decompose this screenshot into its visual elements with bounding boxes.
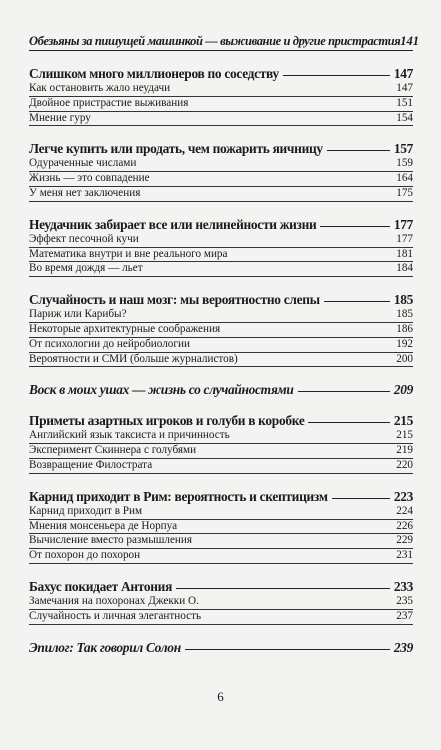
section-page-number: 159 <box>396 157 413 170</box>
section-page-number: 229 <box>396 534 413 547</box>
section-entry <box>29 172 413 187</box>
chapter-heading <box>29 381 413 398</box>
section-title: Вероятности и СМИ (больше журналистов) <box>29 352 238 365</box>
section-title: Английский язык таксиста и причинность <box>29 429 230 442</box>
section-title: Вычисление вместо размышления <box>29 534 193 547</box>
chapter-entry <box>29 291 413 367</box>
section-page-number: 224 <box>396 504 413 517</box>
section-title: Париж или Карибы? <box>29 308 127 321</box>
section-title: Замечания на похоронах Джекки О. <box>29 594 199 607</box>
chapter-page-number: 157 <box>393 141 413 157</box>
section-entry <box>29 534 413 549</box>
leader-line <box>324 301 390 302</box>
chapter-page-number: 177 <box>393 216 413 232</box>
chapter-page-number: 239 <box>393 639 413 655</box>
section-page-number: 147 <box>396 82 413 94</box>
section-page-number: 200 <box>396 352 413 365</box>
leader-line <box>176 588 390 589</box>
chapter-heading <box>29 65 413 82</box>
section-title: Мнения монсеньера де Норпуа <box>29 519 178 532</box>
section-page-number: 219 <box>396 444 413 457</box>
section-entry <box>29 187 413 202</box>
chapter-title: Карнид приходит в Рим: вероятность и скептицизм <box>29 488 328 504</box>
section-entry <box>29 549 413 564</box>
chapter-entry <box>29 639 413 656</box>
section-page-number: 164 <box>396 172 413 185</box>
section-page-number: 235 <box>396 594 413 607</box>
section-page-number: 184 <box>396 262 413 275</box>
section-title: Жизнь — это совпадение <box>29 172 150 185</box>
chapter-page-number: 233 <box>393 578 413 594</box>
section-entry <box>29 610 413 625</box>
leader-line <box>327 150 390 151</box>
chapter-heading <box>29 140 413 157</box>
section-entry <box>29 157 413 172</box>
section-entry <box>29 82 413 97</box>
section-title: Двойное пристрастие выживания <box>29 96 189 109</box>
part-heading <box>29 34 420 51</box>
section-title: Возвращение Филострата <box>29 458 153 471</box>
section-title: Как остановить жало неудачи <box>29 82 171 94</box>
part-title: Обезьяны за пишущей машинкой — выживание и другие пристрастия <box>29 34 401 48</box>
chapter-entry <box>29 65 413 126</box>
chapter-heading <box>29 578 413 595</box>
chapter-title: Легче купить или продать, чем пожарить яичницу <box>29 141 323 157</box>
section-entry <box>29 233 413 248</box>
section-entry <box>29 262 413 277</box>
chapter-title: Случайность и наш мозг: мы вероятностно слепы <box>29 292 320 308</box>
chapter-heading <box>29 639 413 656</box>
section-entry <box>29 248 413 263</box>
table-of-contents <box>29 34 420 670</box>
section-page-number: 220 <box>396 458 413 471</box>
section-title: Эксперимент Скиннера с голубями <box>29 444 197 457</box>
section-title: Некоторые архитектурные соображения <box>29 322 221 335</box>
chapter-title: Неудачник забирает все или нелинейности жизни <box>29 216 317 232</box>
section-page-number: 215 <box>396 429 413 442</box>
section-title: Математика внутри и вне реального мира <box>29 247 228 260</box>
leader-line <box>308 422 389 423</box>
chapter-title: Слишком много миллионеров по соседству <box>29 66 279 81</box>
section-page-number: 237 <box>396 609 413 622</box>
leader-line <box>298 391 390 392</box>
chapter-entry <box>29 216 413 277</box>
chapter-entry <box>29 578 413 625</box>
section-entry <box>29 338 413 353</box>
leader-line <box>332 498 390 499</box>
section-entry <box>29 308 413 323</box>
chapter-title: Эпилог: Так говорил Солон <box>29 639 181 655</box>
chapter-heading <box>29 216 413 233</box>
section-title: У меня нет заключения <box>29 186 141 199</box>
chapter-page-number: 185 <box>393 292 413 308</box>
section-title: Карнид приходит в Рим <box>29 504 143 517</box>
section-page-number: 192 <box>396 337 413 350</box>
chapter-entry <box>29 140 413 201</box>
chapter-title: Бахус покидает Антония <box>29 578 173 594</box>
section-entry <box>29 112 413 127</box>
chapter-page-number: 209 <box>393 382 413 398</box>
page-number: 6 <box>217 689 224 704</box>
section-page-number: 151 <box>396 96 413 109</box>
section-title: Эффект песочной кучи <box>29 232 139 245</box>
section-page-number: 181 <box>396 247 413 260</box>
chapter-entry <box>29 488 413 564</box>
section-page-number: 175 <box>396 186 413 199</box>
section-page-number: 154 <box>396 111 413 124</box>
chapter-page-number: 215 <box>393 413 413 429</box>
section-title: От психологии до нейробиологии <box>29 337 190 350</box>
section-title: Мнение гуру <box>29 111 91 124</box>
part-page-number: 141 <box>400 34 420 48</box>
section-entry <box>29 323 413 338</box>
chapter-heading <box>29 291 413 308</box>
section-page-number: 226 <box>396 519 413 532</box>
section-entry <box>29 429 413 444</box>
section-entry <box>29 459 413 474</box>
section-entry <box>29 353 413 368</box>
section-title: Одураченные числами <box>29 157 137 170</box>
chapter-entry <box>29 412 413 473</box>
leader-line <box>320 226 389 227</box>
section-entry <box>29 520 413 535</box>
leader-line <box>185 649 390 650</box>
section-page-number: 185 <box>396 308 413 321</box>
chapter-heading <box>29 488 413 505</box>
chapter-page-number: 147 <box>393 66 413 81</box>
chapter-title: Приметы азартных игроков и голуби в коробке <box>29 413 305 429</box>
section-page-number: 231 <box>396 549 413 562</box>
section-entry <box>29 97 413 112</box>
section-page-number: 177 <box>396 232 413 245</box>
section-page-number: 186 <box>396 322 413 335</box>
chapter-heading <box>29 412 413 429</box>
chapter-title: Воск в моих ушах — жизнь со случайностями <box>29 382 294 398</box>
section-title: От похорон до похорон <box>29 549 141 562</box>
section-title: Случайность и личная элегантность <box>29 609 202 622</box>
section-entry <box>29 505 413 520</box>
section-title: Во время дождя — льет <box>29 262 143 275</box>
chapter-page-number: 223 <box>393 488 413 504</box>
section-entry <box>29 595 413 610</box>
section-entry <box>29 444 413 459</box>
chapter-list <box>29 65 413 656</box>
leader-line <box>283 75 390 76</box>
chapter-entry <box>29 381 413 398</box>
